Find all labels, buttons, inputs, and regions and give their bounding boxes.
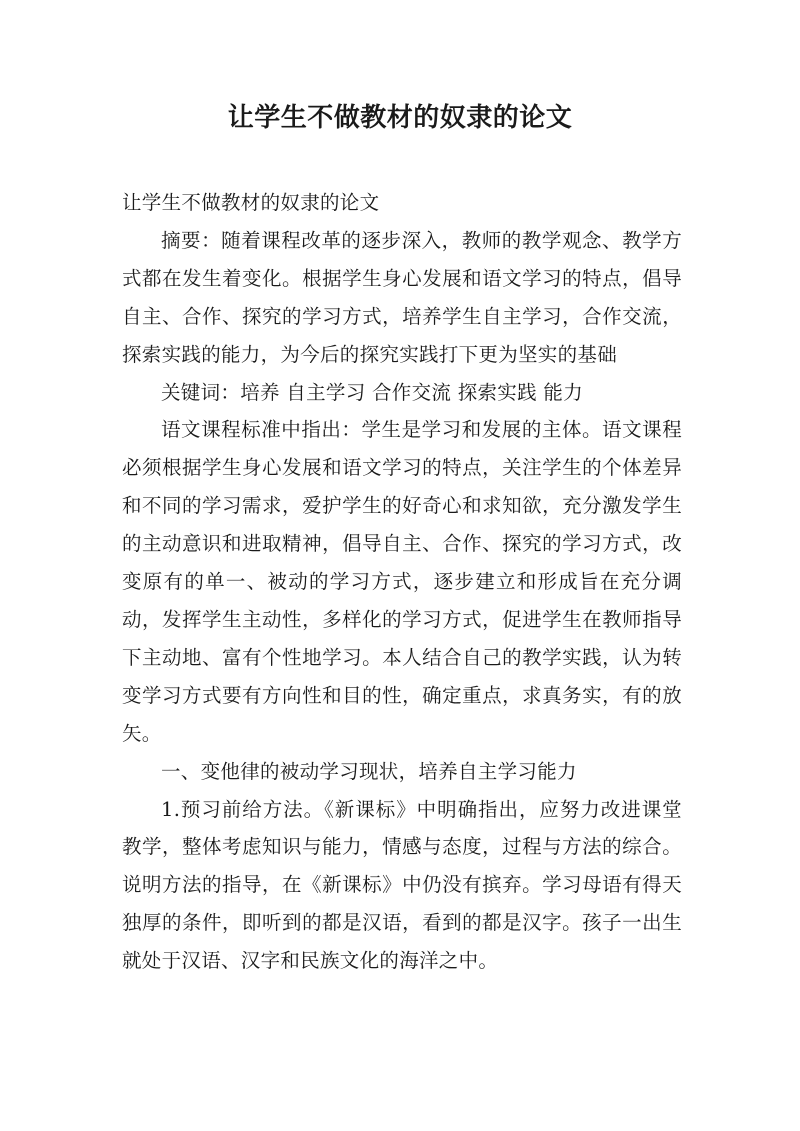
paragraph: 1.预习前给方法。《新课标》中明确指出，应努力改进课堂教学，整体考虑知识与能力，情感与态度，过程与方法的综合。说明方法的指导，在《新课标》中仍没有摈弃。学习母语有得天独厚的条件，即听到的都是汉语，看到的都是汉字。孩子一出生就处于汉语、汉字和民族文化的海洋之中。 xyxy=(122,797,682,973)
document-body xyxy=(122,184,682,980)
document-subtitle: 让学生不做教材的奴隶的论文 xyxy=(122,191,380,214)
paragraph: 一、变他律的被动学习现状，培养自主学习能力 xyxy=(161,759,577,783)
document-title: 让学生不做教材的奴隶的论文 xyxy=(227,103,573,133)
paragraph: 语文课程标准中指出：学生是学习和发展的主体。语文课程必须根据学生身心发展和语文学习的特点，关注学生的个体差异和不同的学习需求，爱护学生的好奇心和求知欲，充分激发学生的主动意识和进取精神，倡导自主、合作、探究的学习方式，改变原有的单一、被动的学习方式，逐步建立和形成旨在充分调动，发挥学生主动性，多样化的学习方式，促进学生在教师指导下主动地、富有个性地学习。本人结合自己的教学实践，认为转变学习方式要有方向性和目的性，确定重点，求真务实，有的放矢。 xyxy=(122,418,682,745)
paragraph: 摘要：随着课程改革的逐步深入，教师的教学观念、教学方式都在发生着变化。根据学生身心发展和语文学习的特点，倡导自主、合作、探究的学习方式，培养学生自主学习，合作交流，探索实践的能力，为今后的探究实践打下更为坚实的基础 xyxy=(122,228,682,366)
paragraph: 关键词：培养 自主学习 合作交流 探索实践 能力 xyxy=(161,380,583,404)
